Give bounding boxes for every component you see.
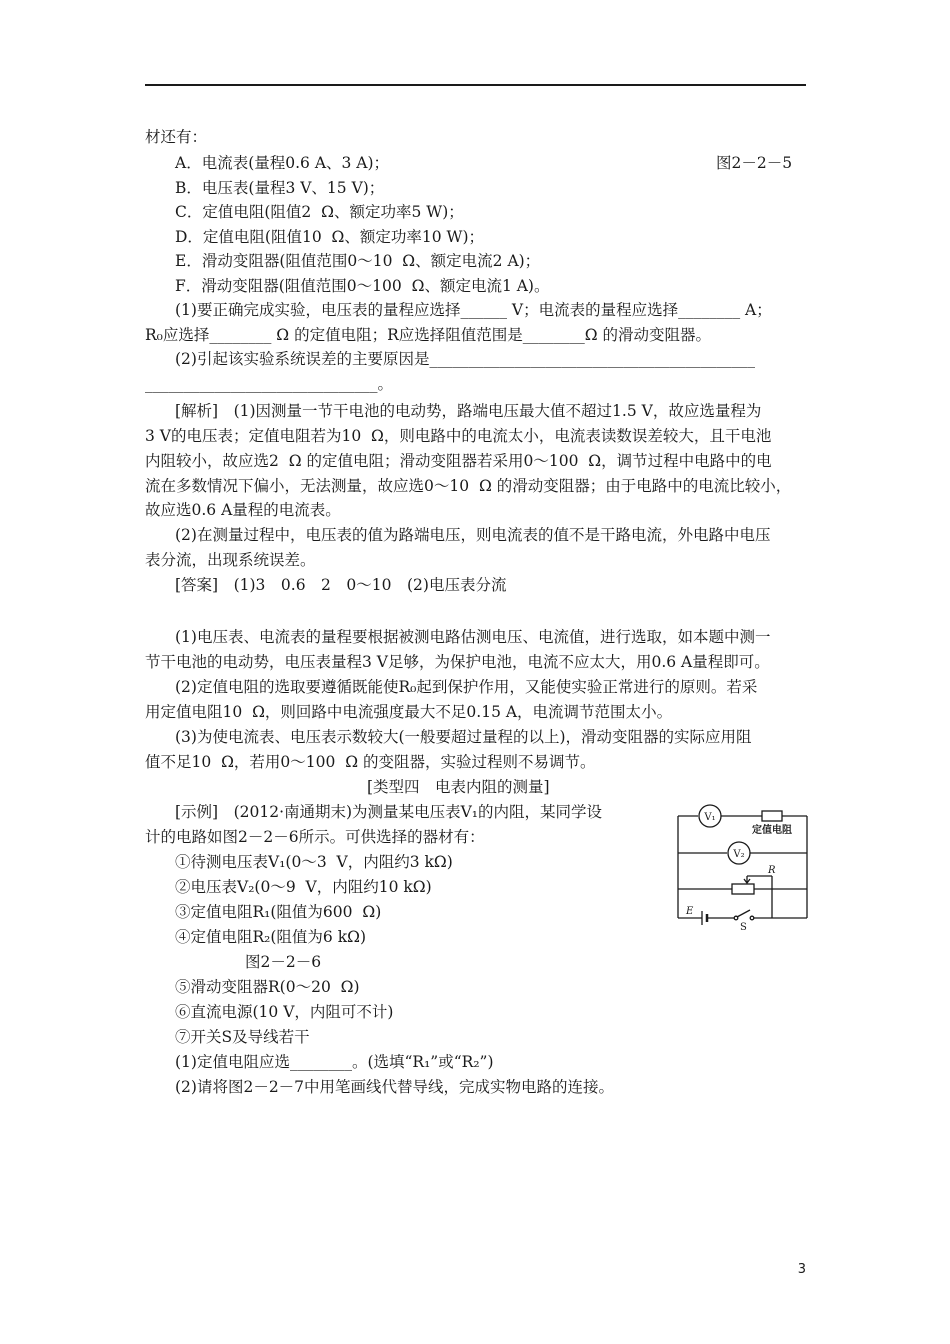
equipment-item: ⑥直流电源(10 V，内阻可不计) bbox=[175, 1003, 394, 1021]
example-line: [示例] (2012·南通期末)为测量某电压表V₁的内阻，某同学设 bbox=[175, 803, 602, 821]
section-heading: [类型四 电表内阻的测量] bbox=[367, 778, 550, 796]
analysis-line: 故应选0.6 A量程的电流表。 bbox=[145, 501, 341, 519]
question-1: (1)要正确完成实验，电压表的量程应选择______ V；电流表的量程应选择________ A； bbox=[175, 301, 772, 319]
switch-icon bbox=[750, 916, 754, 920]
equipment-item: ⑦开关S及导线若干 bbox=[175, 1028, 310, 1046]
switch-icon bbox=[737, 910, 750, 917]
analysis-line: [解析] (1)因测量一节干电池的电动势，路端电压最大值不超过1.5 V，故应选量程为 bbox=[175, 402, 762, 420]
equipment-item: ③定值电阻R₁(阻值为600 Ω) bbox=[175, 903, 382, 921]
option-d: D．定值电阻(阻值10 Ω、额定功率10 W)； bbox=[175, 228, 485, 246]
option-f: F．滑动变阻器(阻值范围0～100 Ω、额定电流1 A)。 bbox=[175, 277, 550, 295]
equipment-item: ①待测电压表V₁(0～3 V，内阻约3 kΩ) bbox=[175, 853, 453, 871]
equipment-item: ②电压表V₂(0～9 V，内阻约10 kΩ) bbox=[175, 878, 432, 896]
header-rule bbox=[145, 84, 806, 86]
note-line: 值不足10 Ω，若用0～100 Ω 的变阻器，实验过程则不易调节。 bbox=[145, 753, 596, 771]
note-line: (2)定值电阻的选取要遵循既能使R₀起到保护作用，又能使实验正常进行的原则。若采 bbox=[175, 678, 758, 696]
question-2-cont: ______________________________。 bbox=[145, 375, 394, 393]
equipment-item: ⑤滑动变阻器R(0～20 Ω) bbox=[175, 978, 360, 996]
circuit-diagram bbox=[672, 798, 812, 934]
option-c: C．定值电阻(阻值2 Ω、额定功率5 W)； bbox=[175, 203, 464, 221]
note-line: 节干电池的电动势，电压表量程3 V足够，为保护电池，电流不应太大，用0.6 A量程即可。 bbox=[145, 653, 770, 671]
resistor-label: 定值电阻 bbox=[752, 825, 792, 836]
sub-question-1: (1)定值电阻应选________。(选填“R₁”或“R₂”) bbox=[175, 1053, 494, 1071]
answer-line: [答案] (1)3 0.6 2 0～10 (2)电压表分流 bbox=[175, 576, 507, 594]
analysis-line: (2)在测量过程中，电压表的值为路端电压，则电流表的值不是干路电流，外电路中电压 bbox=[175, 526, 771, 544]
note-line: (1)电压表、电流表的量程要根据被测电路估测电压、电流值，进行选取，如本题中测一 bbox=[175, 628, 771, 646]
equipment-item: ④定值电阻R₂(阻值为6 kΩ) bbox=[175, 928, 367, 946]
option-e: E．滑动变阻器(阻值范围0～10 Ω、额定电流2 A)； bbox=[175, 252, 541, 270]
rheostat-label: R bbox=[768, 865, 776, 876]
note-line: (3)为使电流表、电压表示数较大(一般要超过量程的以上)，滑动变阻器的实际应用阻 bbox=[175, 728, 752, 746]
figure-caption-2-2-6: 图2－2－6 bbox=[245, 953, 322, 971]
resistor-icon bbox=[762, 811, 782, 821]
switch-label: S bbox=[740, 922, 747, 933]
note-line: 用定值电阻10 Ω，则回路中电流强度最大不足0.15 A，电流调节范围太小。 bbox=[145, 703, 673, 721]
figure-caption-2-2-5: 图2－2－5 bbox=[716, 154, 793, 172]
rheostat-icon bbox=[732, 884, 754, 894]
v1-label: V₁ bbox=[704, 812, 716, 823]
analysis-line: 流在多数情况下偏小，无法测量，故应选0～10 Ω 的滑动变阻器；由于电路中的电流比较小， bbox=[145, 477, 792, 495]
analysis-line: 表分流，出现系统误差。 bbox=[145, 551, 316, 569]
analysis-line: 3 V的电压表；定值电阻若为10 Ω，则电路中的电流太小，电流表读数误差较大，且干电池 bbox=[145, 427, 772, 445]
option-a: A．电流表(量程0.6 A、3 A)； bbox=[175, 154, 390, 172]
sub-question-2: (2)请将图2－2－7中用笔画线代替导线，完成实物电路的连接。 bbox=[175, 1078, 615, 1096]
text-line: 材还有： bbox=[145, 128, 208, 146]
question-2: (2)引起该实验系统误差的主要原因是__________________________________________ bbox=[175, 350, 755, 368]
example-line: 计的电路如图2－2－6所示。可供选择的器材有： bbox=[145, 828, 485, 846]
option-b: B．电压表(量程3 V、15 V)； bbox=[175, 179, 385, 197]
question-1-cont: R₀应选择________ Ω 的定值电阻；R应选择阻值范围是________Ω 的滑动变阻器。 bbox=[145, 326, 712, 344]
page-number: 3 bbox=[797, 1262, 806, 1277]
v2-label: V₂ bbox=[733, 849, 745, 860]
battery-label: E bbox=[686, 906, 694, 917]
analysis-line: 内阻较小，故应选2 Ω 的定值电阻；滑动变阻器若采用0～100 Ω，调节过程中电路中的电 bbox=[145, 452, 772, 470]
